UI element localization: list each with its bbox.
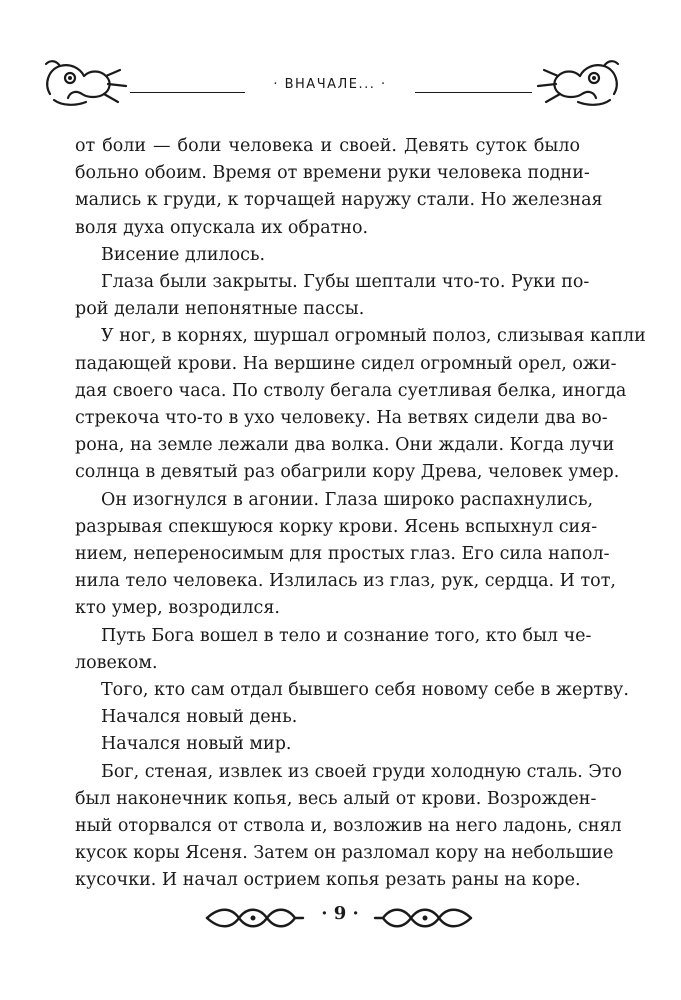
paragraph (75, 133, 603, 242)
text-line: ловеком. (75, 652, 158, 673)
text-line: нила тело человека. Излилась из глаз, рук, сердца. И тот, (75, 571, 616, 592)
text-line: больно обоим. Время от времени руки человека подни- (75, 163, 590, 184)
text-line: от боли — боли человека и своей. Девять суток было (75, 136, 580, 156)
text-line: мались к груди, к торчащей наружу стали. Но железная (75, 190, 603, 211)
text-line: стрекоча что-то в ухо человеку. На ветвях сидели два во- (75, 408, 608, 429)
paragraph (75, 731, 580, 758)
dragon-head-icon (532, 56, 624, 110)
text-line: Того, кто сам отдал бывшего себя новому себе в жертву. (101, 680, 629, 701)
text-line: ный оторвался от ствола и, возложив на него ладонь, снял (75, 816, 622, 837)
text-line: Бог, стеная, извлек из своей груди холодную сталь. Это (101, 761, 622, 782)
text-line: кусочки. И начал острием копья резать раны на коре. (75, 870, 581, 891)
paragraph (75, 487, 616, 623)
text-line: кто умер, возродился. (75, 598, 280, 619)
paragraph (75, 242, 580, 269)
page-header (0, 0, 681, 120)
header-rule-left (130, 92, 245, 93)
text-line: воля духа опускала их обратно. (75, 217, 369, 238)
celtic-knot-icon (373, 905, 473, 931)
text-line: дая своего часа. По стволу бегала суетливая белка, иногда (75, 380, 627, 401)
text-line: кусок коры Ясеня. Затем он разломал кору на небольшие (75, 843, 614, 864)
text-line: нием, непереносимым для простых глаз. Его сила напол- (75, 544, 610, 565)
text-line: У ног, в корнях, шуршал огромный полоз, слизывая капли (101, 326, 646, 347)
running-head: · ВНАЧАЛЕ... · (273, 77, 387, 92)
text-line: Глаза были закрыты. Губы шептали что-то. Руки по- (101, 272, 590, 293)
text-line: солнца в девятый раз обагрили кору Древа, человек умер. (75, 462, 620, 483)
page-number: · 9 · (321, 903, 359, 924)
paragraph (75, 704, 580, 731)
celtic-knot-icon (205, 905, 305, 931)
text-line: был наконечник копья, весь алый от крови. Возрожден- (75, 788, 597, 809)
paragraph (75, 269, 590, 323)
text-line: Начался новый мир. (101, 734, 292, 755)
header-rule-right (415, 92, 532, 93)
body-text (75, 133, 646, 895)
text-line: разрывая спекшуюся корку крови. Ясень вспыхнул сия- (75, 516, 598, 537)
dragon-head-icon (40, 56, 130, 110)
paragraph (75, 323, 646, 486)
text-line: рона, на земле лежали два волка. Они ждали. Когда лучи (75, 435, 615, 456)
text-line: Он изогнулся в агонии. Глаза широко распахнулись, (101, 489, 594, 510)
paragraph (75, 623, 592, 677)
text-line: рой делали непонятные пассы. (75, 299, 365, 320)
paragraph (75, 677, 629, 704)
text-line: Начался новый день. (101, 707, 298, 728)
text-line: падающей крови. На вершине сидел огромный орел, ожи- (75, 353, 617, 374)
text-line: Висение длилось. (101, 244, 266, 265)
text-line: Путь Бога вошел в тело и сознание того, кто был че- (101, 625, 592, 646)
paragraph (75, 759, 622, 895)
